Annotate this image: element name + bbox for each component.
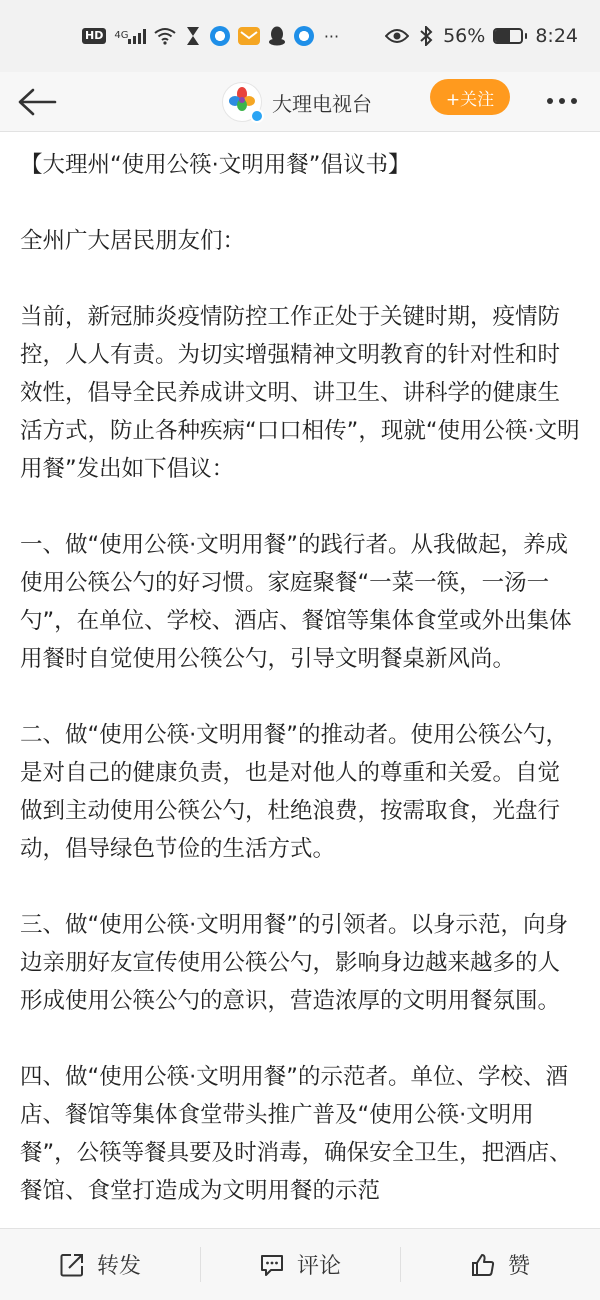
wifi-icon	[154, 25, 176, 47]
verified-badge	[250, 109, 264, 123]
comment-button[interactable]	[200, 1229, 400, 1300]
browser-icon	[294, 26, 314, 46]
avatar[interactable]	[222, 82, 262, 122]
like-label: 赞	[507, 1254, 530, 1279]
dot-icon	[571, 98, 577, 104]
network-type: 4G	[114, 30, 129, 41]
bottom-action-bar	[0, 1228, 600, 1300]
like-button[interactable]	[400, 1229, 600, 1300]
hd-badge: HD	[82, 28, 106, 44]
more-notifications-icon: ···	[323, 26, 340, 46]
account-name[interactable]: 大理电视台	[272, 91, 372, 116]
status-right	[385, 25, 578, 47]
dot-icon	[559, 98, 565, 104]
back-arrow-icon	[17, 88, 57, 116]
repost-label: 转发	[96, 1254, 141, 1279]
status-left	[82, 25, 340, 47]
article-paragraph: 当前，新冠肺炎疫情防控工作正处于关键时期，疫情防控，人人有责。为切实增强精神文明教育的针对性和时效性，倡导全民养成讲文明、讲卫生、讲科学的健康生活方式，防止各种疾病“口口相传”，现就“使用公筷·文明用餐”发出如下倡议：	[20, 304, 580, 482]
account-info[interactable]	[222, 78, 372, 126]
browser-icon	[210, 26, 230, 46]
comment-label: 评论	[296, 1254, 341, 1279]
article-paragraph: 二、做“使用公筷·文明用餐”的推动者。使用公筷公勺，是对自己的健康负责，也是对他人的尊重和关爱。自觉做到主动使用公筷公勺，杜绝浪费，按需取食，光盘行动，倡导绿色节俭的生活方式。	[20, 722, 568, 862]
hourglass-icon	[184, 25, 202, 47]
thumbs-up-icon	[470, 1252, 496, 1278]
eye-icon	[385, 25, 409, 47]
article-greeting: 全州广大居民朋友们：	[20, 228, 246, 254]
article-paragraph: 三、做“使用公筷·文明用餐”的引领者。以身示范，向身边亲朋好友宣传使用公筷公勺，影响身边越来越多的人形成使用公筷公勺的意识，营造浓厚的文明用餐氛围。	[20, 912, 568, 1014]
nav-bar	[0, 72, 600, 132]
clock: 8:24	[535, 25, 578, 47]
bluetooth-icon	[417, 25, 435, 47]
article-body	[0, 132, 600, 1228]
battery-icon	[493, 28, 527, 44]
mail-icon	[238, 25, 260, 47]
comment-icon	[259, 1252, 285, 1278]
battery-percent: 56%	[443, 25, 486, 47]
dot-icon	[547, 98, 553, 104]
back-button[interactable]	[14, 82, 60, 122]
qq-icon	[268, 25, 286, 47]
share-icon	[59, 1252, 85, 1278]
article-paragraph: 一、做“使用公筷·文明用餐”的践行者。从我做起，养成使用公筷公勺的好习惯。家庭聚餐“一菜一筷，一汤一勺”，在单位、学校、酒店、餐馆等集体食堂或外出集体用餐时自觉使用公筷公勺，引导文明餐桌新风尚。	[20, 532, 572, 672]
signal-icon	[114, 25, 146, 47]
article-title: 【大理州“使用公筷·文明用餐”倡议书】	[20, 152, 411, 178]
follow-button[interactable]: +关注	[430, 79, 510, 115]
status-bar	[0, 0, 600, 72]
more-options-button[interactable]	[540, 86, 584, 116]
article-paragraph: 四、做“使用公筷·文明用餐”的示范者。单位、学校、酒店、餐馆等集体食堂带头推广普及“使用公筷·文明用餐”，公筷等餐具要及时消毒，确保安全卫生，把酒店、餐馆、食堂打造成为文明用餐的示范	[20, 1064, 572, 1204]
repost-button[interactable]	[0, 1229, 200, 1300]
